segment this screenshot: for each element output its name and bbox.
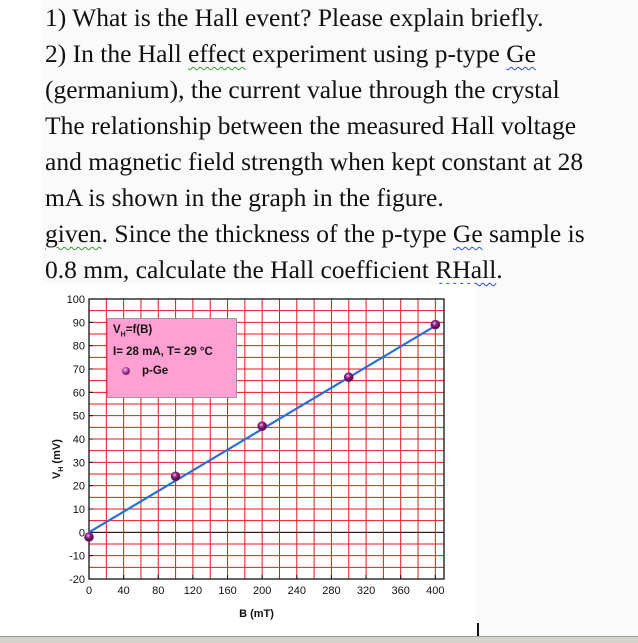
text-segment: 1) What is the Hall event? Please explain briefly. bbox=[45, 3, 544, 32]
chart-legend bbox=[107, 318, 237, 398]
text-segment: The relationship between the measured Hall voltage bbox=[45, 111, 577, 140]
data-point bbox=[431, 320, 440, 329]
y-tick-label: 80 bbox=[72, 340, 85, 353]
y-label-unit: (mV) bbox=[50, 439, 63, 467]
x-tick-label: 160 bbox=[218, 585, 237, 597]
y-tick-label: 40 bbox=[72, 434, 85, 446]
text-segment: sample is bbox=[482, 219, 585, 248]
y-tick-label: -10 bbox=[69, 550, 85, 563]
data-point bbox=[258, 422, 267, 431]
data-point bbox=[171, 472, 180, 481]
y-tick-label: 100 bbox=[66, 294, 85, 306]
y-tick-label: 0 bbox=[78, 527, 85, 540]
legend-entry-label: p-Ge bbox=[142, 365, 169, 377]
x-tick-label: 400 bbox=[426, 585, 445, 597]
question-line bbox=[45, 72, 638, 108]
legend-title-rest: =f(B) bbox=[125, 324, 153, 336]
y-tick-label: 20 bbox=[72, 480, 85, 493]
legend-title-sub: H bbox=[120, 331, 126, 339]
x-tick-label: 240 bbox=[287, 585, 306, 597]
legend-title bbox=[113, 324, 152, 338]
legend-conditions: I= 28 mA, T= 29 °C bbox=[113, 346, 213, 358]
text-segment: and magnetic field strength when kept constant at 28 bbox=[45, 147, 584, 176]
text-segment: . Since the thickness of the p-type bbox=[101, 219, 453, 248]
y-tick-label: 70 bbox=[72, 364, 85, 376]
spellcheck-flagged-word: given bbox=[45, 219, 102, 248]
spellcheck-flagged-word: RHall bbox=[435, 255, 497, 284]
x-tick-label: 0 bbox=[85, 585, 93, 597]
x-axis-label: B (mT) bbox=[239, 608, 274, 620]
question-line bbox=[45, 252, 638, 288]
spellcheck-flagged-word: effect bbox=[188, 39, 246, 68]
text-segment: experiment using p-type bbox=[245, 39, 507, 68]
question-line bbox=[45, 216, 638, 252]
hall-voltage-chart bbox=[42, 284, 476, 636]
y-tick-label: 30 bbox=[72, 457, 85, 470]
y-tick-label: 50 bbox=[72, 410, 85, 423]
question-line bbox=[45, 180, 638, 216]
y-tick-label: 60 bbox=[72, 387, 85, 400]
y-label-main: V bbox=[50, 471, 63, 480]
text-segment: mA is shown in the graph in the figure. bbox=[45, 183, 444, 212]
x-tick-label: 360 bbox=[391, 585, 410, 597]
text-segment: . bbox=[496, 255, 503, 284]
x-tick-label: 280 bbox=[322, 585, 341, 597]
y-tick-label: 10 bbox=[72, 504, 85, 516]
x-tick-label: 120 bbox=[183, 585, 203, 597]
marker-icon bbox=[122, 367, 130, 375]
question-text bbox=[45, 0, 638, 288]
x-tick-label: 200 bbox=[252, 585, 272, 597]
text-segment: (germanium), the current value through the crystal bbox=[45, 75, 560, 104]
text-segment: 0.8 mm, calculate the Hall coefficient bbox=[45, 255, 436, 284]
text-cursor bbox=[477, 623, 479, 636]
y-axis-label bbox=[51, 439, 65, 479]
data-point bbox=[85, 533, 94, 542]
question-line bbox=[45, 36, 638, 72]
x-tick-label: 40 bbox=[117, 585, 130, 597]
text-segment: 2) In the Hall bbox=[45, 39, 189, 68]
spellcheck-flagged-word: Ge bbox=[452, 219, 483, 248]
legend-title-main: V bbox=[113, 324, 121, 336]
x-tick-label: 320 bbox=[356, 585, 376, 597]
y-label-sub: H bbox=[58, 466, 66, 472]
data-point bbox=[344, 373, 353, 382]
question-line bbox=[45, 108, 638, 144]
y-tick-label: 90 bbox=[72, 317, 85, 330]
legend-entry bbox=[122, 365, 168, 377]
question-line bbox=[45, 0, 638, 36]
x-tick-label: 80 bbox=[152, 585, 165, 597]
question-line bbox=[45, 144, 638, 180]
spellcheck-flagged-word: Ge bbox=[506, 39, 536, 68]
y-tick-label: -20 bbox=[69, 574, 85, 586]
